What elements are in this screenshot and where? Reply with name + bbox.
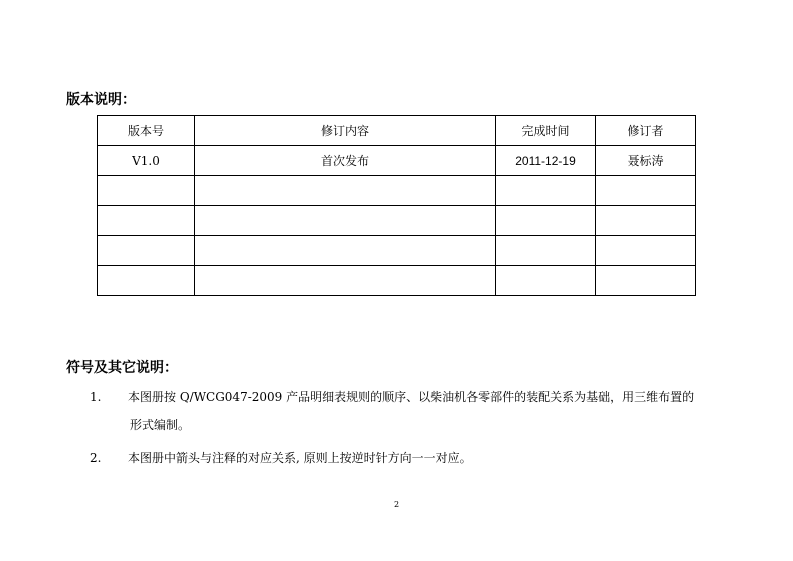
cell-content <box>195 176 496 206</box>
header-version: 版本号 <box>98 116 195 146</box>
cell-version <box>98 176 195 206</box>
cell-reviser <box>596 206 696 236</box>
version-section-title: 版本说明： <box>66 92 136 108</box>
note-text: 本图册中箭头与注释的对应关系, 原则上按逆时针方向一一对应。 <box>128 451 472 465</box>
cell-date <box>496 176 596 206</box>
cell-reviser <box>596 266 696 296</box>
header-content: 修订内容 <box>195 116 496 146</box>
header-date: 完成时间 <box>496 116 596 146</box>
cell-version: V1.0 <box>98 146 195 176</box>
cell-version <box>98 266 195 296</box>
cell-version <box>98 236 195 266</box>
page-number: 2 <box>393 500 400 509</box>
table-header-row <box>98 116 696 146</box>
note-text-continued: 形式编制。 <box>130 418 191 432</box>
note-number: 2. <box>90 451 102 465</box>
cell-date: 2011-12-19 <box>496 146 596 176</box>
cell-content <box>195 266 496 296</box>
table-row <box>98 146 696 176</box>
cell-content <box>195 236 496 266</box>
table-row <box>98 266 696 296</box>
table-row <box>98 176 696 206</box>
cell-date <box>496 206 596 236</box>
header-reviser: 修订者 <box>596 116 696 146</box>
cell-content <box>195 206 496 236</box>
cell-reviser <box>596 236 696 266</box>
symbols-section-title: 符号及其它说明： <box>66 360 178 376</box>
note-text: 本图册按 Q/WCG047-2009 产品明细表规则的顺序、以柴油机各零部件的装配关系为基础，用三维布置的 <box>128 390 695 404</box>
cell-date <box>496 266 596 296</box>
cell-version <box>98 206 195 236</box>
table-row <box>98 206 696 236</box>
cell-date <box>496 236 596 266</box>
cell-content: 首次发布 <box>195 146 496 176</box>
cell-reviser <box>596 176 696 206</box>
note-number: 1. <box>90 390 102 404</box>
revision-table <box>97 115 696 296</box>
table-row <box>98 236 696 266</box>
cell-reviser: 聂标涛 <box>596 146 696 176</box>
